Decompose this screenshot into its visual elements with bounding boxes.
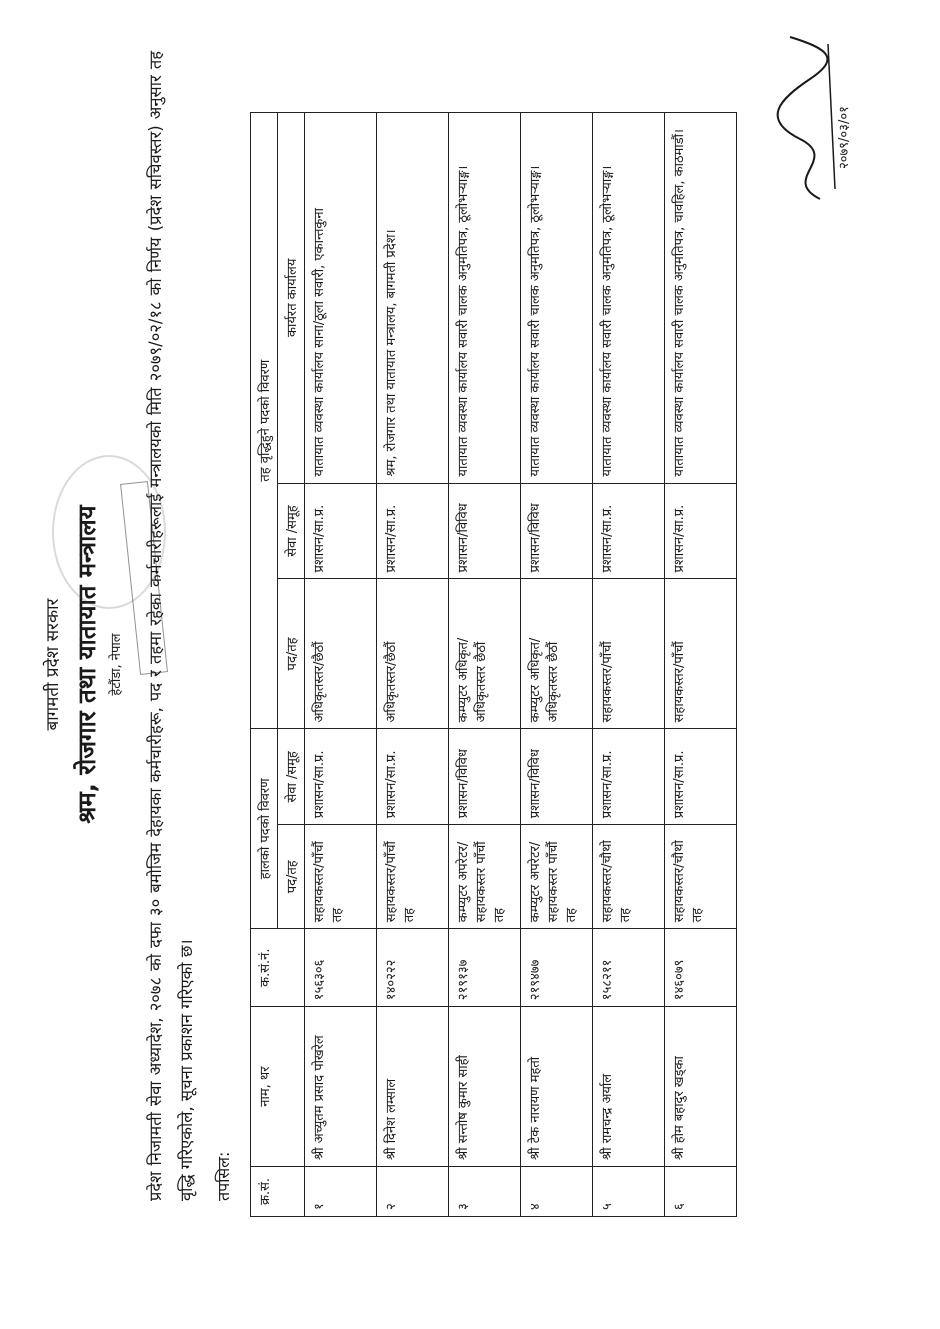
table-row — [665, 113, 737, 1217]
cell-new-service: प्रशासन/सा.प्र. — [305, 483, 377, 579]
cell-office: यातायात व्यवस्था कार्यालय सवारी चालक अनुमतिपत्र, ठूलोभऱ्याङ्ग। — [593, 113, 665, 484]
cell-name: श्री टेक नारायण महतो — [521, 1007, 593, 1167]
cell-cur-post: सहायकस्तर/चौथो तह — [593, 825, 665, 929]
government-title: बागमती प्रदेश सरकार — [43, 598, 63, 731]
cell-code: १५६३०६ — [305, 929, 377, 1007]
cell-cur-service: प्रशासन/सा.प्र. — [665, 729, 737, 825]
cell-office: यातायात व्यवस्था कार्यालय सवारी चालक अनुमतिपत्र, चावहिल, काठमाडौं। — [665, 113, 737, 484]
cell-new-post: सहायकस्तर/पाँचौं — [665, 579, 737, 729]
cell-name: श्री रामचन्द्र अर्याल — [593, 1007, 665, 1167]
cell-cur-service: प्रशासन/विविध — [521, 729, 593, 825]
cell-new-post: कम्प्युटर अधिकृत/अधिकृतस्तर छैठौं — [449, 579, 521, 729]
details-label: तपसिल: — [214, 1151, 233, 1201]
cell-name: श्री दिनेश लम्साल — [377, 1007, 449, 1167]
header-name: नाम, थर — [251, 1007, 305, 1167]
cell-sn: ३ — [449, 1167, 521, 1217]
cell-name: श्री सन्तोष कुमार साही — [449, 1007, 521, 1167]
cell-code: २१९४७७ — [521, 929, 593, 1007]
table-row — [377, 113, 449, 1217]
cell-cur-service: प्रशासन/सा.प्र. — [377, 729, 449, 825]
cell-cur-post: कम्प्युटर अपरेटर/सहायकस्तर पाँचौं तह — [521, 825, 593, 929]
header-current-service: सेवा /समूह — [278, 729, 305, 825]
table-row — [521, 113, 593, 1217]
cell-cur-service: प्रशासन/सा.प्र. — [305, 729, 377, 825]
cell-sn: २ — [377, 1167, 449, 1217]
table-row — [305, 113, 377, 1217]
cell-office: यातायात व्यवस्था कार्यालय साना/ठूला सवारी, एकान्तकुना — [305, 113, 377, 484]
cell-new-service: प्रशासन/विविध — [449, 483, 521, 579]
header-new-service: सेवा /समूह — [278, 483, 305, 579]
cell-new-post: अधिकृतस्तर/छैठौं — [305, 579, 377, 729]
cell-office: यातायात व्यवस्था कार्यालय सवारी चालक अनुमतिपत्र, ठूलोभऱ्याङ्ग। — [449, 113, 521, 484]
header-sn: क्र.सं. — [251, 1167, 305, 1217]
cell-code: १४६०७९ — [665, 929, 737, 1007]
cell-code: १५८२११ — [593, 929, 665, 1007]
cell-name: श्री होम बहादुर खड्का — [665, 1007, 737, 1167]
cell-office: यातायात व्यवस्था कार्यालय सवारी चालक अनुमतिपत्र, ठूलोभऱ्याङ्ग। — [521, 113, 593, 484]
employee-table — [250, 112, 737, 1217]
cell-code: १४०२२२ — [377, 929, 449, 1007]
cell-cur-post: सहायकस्तर/पाँचौं तह — [305, 825, 377, 929]
cell-sn: ५ — [593, 1167, 665, 1217]
cell-cur-service: प्रशासन/सा.प्र. — [593, 729, 665, 825]
cell-new-post: कम्प्युटर अधिकृत/अधिकृतस्तर छैठौं — [521, 579, 593, 729]
cell-new-service: प्रशासन/सा.प्र. — [593, 483, 665, 579]
header-current-post-group: हालको पदको विवरण — [251, 729, 278, 929]
cell-office: श्रम, रोजगार तथा यातायात मन्त्रालय, बागमती प्रदेश। — [377, 113, 449, 484]
cell-new-service: प्रशासन/विविध — [521, 483, 593, 579]
header-promoted-post-group: तह वृद्धिहुने पदको विवरण — [251, 113, 278, 729]
cell-cur-post: सहायकस्तर/पाँचौं तह — [377, 825, 449, 929]
cell-cur-service: प्रशासन/विविध — [449, 729, 521, 825]
location-text: हेटौंडा, नेपाल — [109, 633, 124, 696]
cell-new-post: सहायकस्तर/पाँचौं — [593, 579, 665, 729]
cell-cur-post: सहायकस्तर/चौथो तह — [665, 825, 737, 929]
header-office: कार्यरत कार्यालय — [278, 113, 305, 484]
cell-new-service: प्रशासन/सा.प्र. — [377, 483, 449, 579]
signature-date: २०७९/०३/०१ — [837, 106, 852, 169]
cell-sn: १ — [305, 1167, 377, 1217]
header-current-post: पद/तह — [278, 825, 305, 929]
signature-icon — [760, 29, 850, 209]
cell-name: श्री अच्युतम प्रसाद पोखरेल — [305, 1007, 377, 1167]
cell-cur-post: कम्प्युटर अपरेटर/सहायकस्तर पाँचौं तह — [449, 825, 521, 929]
notice-intro: प्रदेश निजामती सेवा अध्यादेश, २०७८ को दफा ३० बमोजिम देहायका कर्मचारीहरू, पद र तहमा रहेका कर्मचारीहरूलाई मन्त्रालयको मिति २०७९/०२/१८ को निर्णय (प्रदेश सचिवस्तर) अनुसार तह वृद्धि गरिएकोले, सूचना प्रकाशन गरिएको छ। — [146, 51, 196, 1201]
cell-new-service: प्रशासन/सा.प्र. — [665, 483, 737, 579]
cell-sn: ६ — [665, 1167, 737, 1217]
header-new-post: पद/तह — [278, 579, 305, 729]
table-row — [449, 113, 521, 1217]
cell-sn: ४ — [521, 1167, 593, 1217]
table-row — [593, 113, 665, 1217]
ministry-title: श्रम, रोजगार तथा यातायात मन्त्रालय — [73, 505, 101, 824]
cell-new-post: अधिकृतस्तर/छैठौं — [377, 579, 449, 729]
header-code: क.सं.नं. — [251, 929, 305, 1007]
cell-code: २१९१३७ — [449, 929, 521, 1007]
